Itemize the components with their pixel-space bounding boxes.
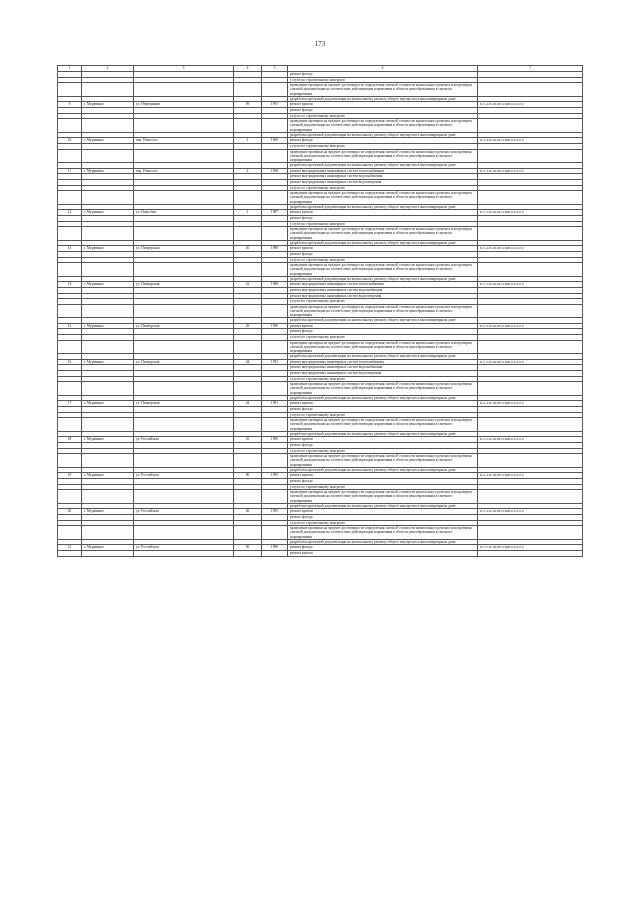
code-cell: П-5-4-П-Ш-ПП-СЖВ-0-0-0-0-0	[478, 138, 583, 144]
table-row	[58, 263, 583, 277]
work-type-cell: разработка проектной документации на капитальному ремонту общего имущества в многоквартирном доме	[288, 503, 478, 509]
work-type-cell: разработка проектной документации на капитальному ремонту общего имущества в многоквартирном доме	[288, 96, 478, 102]
row-number-cell: 9	[58, 102, 82, 108]
work-type-cell: разработка проектной документации на капитальному ремонту общего имущества в многоквартирном доме	[288, 467, 478, 473]
row-number-cell	[58, 418, 82, 432]
year-cell: 1991	[262, 359, 288, 365]
work-type-cell: разработка проектной документации на капитальному ремонту общего имущества в многоквартирном доме	[288, 163, 478, 169]
city-cell	[82, 550, 134, 556]
work-type-cell: услуги по строительному контролю	[288, 113, 478, 119]
street-cell: ул. Нефтяников	[134, 102, 234, 108]
house-number-cell	[234, 227, 262, 241]
table-row	[58, 526, 583, 540]
street-cell	[134, 227, 234, 241]
house-number-cell	[234, 191, 262, 205]
city-cell: г. Мураванко	[82, 323, 134, 329]
house-number-cell	[234, 490, 262, 504]
work-type-cell: ремонт кровли	[288, 401, 478, 407]
work-type-cell: ремонт кровли	[288, 473, 478, 479]
year-cell: 1990	[262, 437, 288, 443]
house-number-cell	[234, 550, 262, 556]
code-cell: П-5-5-П-Ш-ПП-СЖВ-0-0-0-0-0	[478, 282, 583, 288]
work-type-cell: ремонт внутридомовых инженерных систем водоотведения	[288, 293, 478, 299]
code-cell	[478, 263, 583, 277]
street-cell	[134, 304, 234, 318]
work-type-cell: услуги по строительному контролю	[288, 143, 478, 149]
code-cell: П-5-4-П-Ш-ПП-СЖВ-0-0-0-0-0	[478, 168, 583, 174]
work-type-cell: ремонт фасада	[288, 138, 478, 144]
house-number-cell	[234, 526, 262, 540]
house-number-cell	[234, 454, 262, 468]
code-cell: П-5-4-П-Ш-ПП-СЖВ-0-0-0-0-0	[478, 246, 583, 252]
code-cell	[478, 119, 583, 133]
code-cell	[478, 490, 583, 504]
row-number-cell	[58, 263, 82, 277]
year-cell	[262, 418, 288, 432]
row-number-cell	[58, 340, 82, 354]
work-type-cell: ремонт фасада	[288, 443, 478, 449]
work-type-cell: ремонт внутридомовых инженерных систем водоотведения	[288, 179, 478, 185]
work-type-cell: проведение проверки на предмет достоверности определения сметной стоимости капитального ремонта или проверки сметной документации на соответствие действующим нормативам в области ценообразования в сметного нормирования	[288, 340, 478, 354]
work-type-cell: ремонт кровли	[288, 210, 478, 216]
work-type-cell: ремонт внутридомовых инженерных систем водоотведения	[288, 371, 478, 377]
street-cell	[134, 550, 234, 556]
row-number-cell	[58, 454, 82, 468]
work-type-cell: проведение проверки на предмет достоверности определения сметной стоимости капитального ремонта или проверки сметной документации на соответствие действующим нормативам в области ценообразования в сметного нормирования	[288, 227, 478, 241]
city-cell	[82, 454, 134, 468]
row-number-cell: 16	[58, 359, 82, 365]
header-cell: 6	[288, 66, 478, 72]
code-cell	[478, 191, 583, 205]
street-cell	[134, 340, 234, 354]
table-row	[58, 83, 583, 97]
code-cell: П-5-5-П-Ш-ПП-СЖВ-0-0-0-0-0	[478, 359, 583, 365]
header-cell: 3	[134, 66, 234, 72]
work-type-cell: ремонт кровли	[288, 102, 478, 108]
table-row	[58, 418, 583, 432]
house-number-cell: 80	[234, 473, 262, 479]
house-number-cell: 99	[234, 102, 262, 108]
city-cell	[82, 418, 134, 432]
code-cell	[478, 550, 583, 556]
work-type-cell: разработка проектной документации на капитальному ремонту общего имущества в многоквартирном доме	[288, 204, 478, 210]
row-number-cell: 19	[58, 473, 82, 479]
code-cell	[478, 418, 583, 432]
table-row	[58, 227, 583, 241]
work-type-cell: проведение проверки на предмет достоверности определения сметной стоимости капитального ремонта или проверки сметной документации на соответствие действующим нормативам в области ценообразования в сметного нормирования	[288, 454, 478, 468]
work-type-cell: ремонт фасада	[288, 545, 478, 551]
work-type-cell: услуги по строительному контролю	[288, 376, 478, 382]
house-number-cell	[234, 304, 262, 318]
code-cell	[478, 83, 583, 97]
street-cell: ул. Пионерская	[134, 401, 234, 407]
code-cell	[478, 382, 583, 396]
work-type-cell: разработка проектной документации на капитальному ремонту общего имущества в многоквартирном доме	[288, 395, 478, 401]
year-cell	[262, 526, 288, 540]
work-type-cell: услуги по строительному контролю	[288, 257, 478, 263]
code-cell: П-5-6-П-Ш-ПП-СЖВ-0-0-0-0-0	[478, 323, 583, 329]
header-cell: 5	[262, 66, 288, 72]
house-number-cell: 4	[234, 168, 262, 174]
street-cell: ул. Российская	[134, 545, 234, 551]
street-cell: ул. Российская	[134, 473, 234, 479]
work-type-cell: разработка проектной документации на капитальному ремонту общего имущества в многоквартирном доме	[288, 240, 478, 246]
work-type-cell: ремонт внутридомовых инженерных систем теплоснабжения	[288, 359, 478, 365]
work-type-cell: ремонт фасада	[288, 407, 478, 413]
city-cell	[82, 340, 134, 354]
street-cell	[134, 418, 234, 432]
repair-schedule-table	[57, 65, 583, 557]
city-cell: г. Мураванко	[82, 509, 134, 515]
work-type-cell: услуги по строительному контролю	[288, 412, 478, 418]
work-type-cell: проведение проверки на предмет достоверности определения сметной стоимости капитального ремонта или проверки сметной документации на соответствие действующим нормативам в области ценообразования в сметного нормирования	[288, 119, 478, 133]
house-number-cell: 26	[234, 323, 262, 329]
work-type-cell: услуги по строительному контролю	[288, 221, 478, 227]
house-number-cell: 35	[234, 437, 262, 443]
city-cell: г. Мураванко	[82, 473, 134, 479]
row-number-cell: 12	[58, 210, 82, 216]
house-number-cell	[234, 382, 262, 396]
house-number-cell: 1	[234, 138, 262, 144]
house-number-cell	[234, 418, 262, 432]
city-cell: г. Мураванко	[82, 437, 134, 443]
row-number-cell	[58, 119, 82, 133]
work-type-cell: разработка проектной документации на капитальному ремонту общего имущества в многоквартирном доме	[288, 354, 478, 360]
table-row	[58, 490, 583, 504]
work-type-cell: ремонт внутридомовых инженерных систем водоснабжения	[288, 287, 478, 293]
table-row	[58, 119, 583, 133]
work-type-cell: услуги по строительному контролю	[288, 299, 478, 305]
street-cell: ул. Пионерская	[134, 282, 234, 288]
city-cell	[82, 304, 134, 318]
year-cell	[262, 191, 288, 205]
code-cell	[478, 454, 583, 468]
work-type-cell: ремонт фасада	[288, 215, 478, 221]
house-number-cell: 44	[234, 401, 262, 407]
year-cell	[262, 550, 288, 556]
street-cell	[134, 119, 234, 133]
row-number-cell: 10	[58, 138, 82, 144]
street-cell: ул. Пионерская	[134, 246, 234, 252]
code-cell	[478, 340, 583, 354]
street-cell	[134, 526, 234, 540]
work-type-cell: ремонт кровли	[288, 550, 478, 556]
year-cell: 1996	[262, 545, 288, 551]
table-row	[58, 149, 583, 163]
work-type-cell: услуги по строительному контролю	[288, 520, 478, 526]
code-cell: П-5-5-П-Ш-ПП-СЖВ-0-0-0-0-0	[478, 437, 583, 443]
page-number: 173	[314, 40, 326, 48]
work-type-cell: проведение проверки на предмет достоверности определения сметной стоимости капитального ремонта или проверки сметной документации на соответствие действующим нормативам в области ценообразования в сметного нормирования	[288, 191, 478, 205]
row-number-cell	[58, 526, 82, 540]
work-type-cell: ремонт внутридомовых инженерных систем водоснабжения	[288, 174, 478, 180]
year-cell: 1988	[262, 282, 288, 288]
street-cell	[134, 263, 234, 277]
city-cell: г. Мураванко	[82, 545, 134, 551]
street-cell: ул. Пионерская	[134, 323, 234, 329]
code-cell: П-5-4-П-Ш-ПП-СЖВ-0-0-0-0-0	[478, 102, 583, 108]
work-type-cell: ремонт кровли	[288, 323, 478, 329]
work-type-cell: проведение проверки на предмет достоверности определения сметной стоимости капитального ремонта или проверки сметной документации на соответствие действующим нормативам в области ценообразования в сметного нормирования	[288, 490, 478, 504]
row-number-cell: 20	[58, 509, 82, 515]
code-cell: П-5-4-П-Ш-ПП-СЖВ-0-0-0-0-0	[478, 401, 583, 407]
city-cell	[82, 191, 134, 205]
work-type-cell: проведение проверки на предмет достоверности определения сметной стоимости капитального ремонта или проверки сметной документации на соответствие действующим нормативам в области ценообразования в сметного нормирования	[288, 526, 478, 540]
work-type-cell: ремонт фасада	[288, 479, 478, 485]
street-cell: пер. Новосолт	[134, 138, 234, 144]
row-number-cell: 14	[58, 282, 82, 288]
work-type-cell: ремонт кровли	[288, 246, 478, 252]
code-cell	[478, 304, 583, 318]
work-type-cell: разработка проектной документации на капитальному ремонту общего имущества в многоквартирном доме	[288, 318, 478, 324]
code-cell	[478, 526, 583, 540]
work-type-cell: ремонт кровли	[288, 509, 478, 515]
year-cell: 1987	[262, 210, 288, 216]
street-cell	[134, 83, 234, 97]
work-type-cell: ремонт фасада	[288, 515, 478, 521]
row-number-cell: 18	[58, 437, 82, 443]
table-body	[58, 72, 583, 557]
year-cell: 1990	[262, 323, 288, 329]
code-cell: П-5-4-П-Ш-ПП-СЖВ-0-0-0-0-0	[478, 509, 583, 515]
table-row	[58, 382, 583, 396]
row-number-cell	[58, 382, 82, 396]
work-type-cell: ремонт внутридомовых инженерных систем водоснабжения	[288, 365, 478, 371]
code-cell: П-5-4-П-Ш-ПП-СЖВ-0-0-0-0-0	[478, 473, 583, 479]
table-row	[58, 550, 583, 556]
row-number-cell: 21	[58, 545, 82, 551]
street-cell	[134, 454, 234, 468]
work-type-cell: ремонт кровли	[288, 437, 478, 443]
year-cell: 1968	[262, 168, 288, 174]
city-cell: г. Мураванко	[82, 359, 134, 365]
row-number-cell: 15	[58, 323, 82, 329]
house-number-cell: 1	[234, 210, 262, 216]
work-type-cell: услуги по строительному контролю	[288, 185, 478, 191]
city-cell: г. Мураванко	[82, 282, 134, 288]
work-type-cell: услуги по строительному контролю	[288, 484, 478, 490]
work-type-cell: разработка проектной документации на капитальному ремонту общего имущества в многоквартирном доме	[288, 539, 478, 545]
year-cell	[262, 490, 288, 504]
year-cell	[262, 382, 288, 396]
city-cell: г. Мураванко	[82, 168, 134, 174]
work-type-cell: ремонт фасада	[288, 72, 478, 78]
year-cell	[262, 119, 288, 133]
year-cell	[262, 227, 288, 241]
house-number-cell	[234, 340, 262, 354]
row-number-cell	[58, 550, 82, 556]
table-row	[58, 191, 583, 205]
year-cell	[262, 304, 288, 318]
year-cell: 1995	[262, 473, 288, 479]
house-number-cell: 42	[234, 359, 262, 365]
row-number-cell	[58, 304, 82, 318]
row-number-cell	[58, 149, 82, 163]
work-type-cell: проведение проверки на предмет достоверности определения сметной стоимости капитального ремонта или проверки сметной документации на соответствие действующим нормативам в области ценообразования в сметного нормирования	[288, 83, 478, 97]
header-cell: 7	[478, 66, 583, 72]
street-cell: ул. Российская	[134, 437, 234, 443]
row-number-cell	[58, 227, 82, 241]
city-cell: г. Мураванко	[82, 401, 134, 407]
street-cell: ул. Новосбыт	[134, 210, 234, 216]
street-cell	[134, 490, 234, 504]
work-type-cell: проведение проверки на предмет достоверности определения сметной стоимости капитального ремонта или проверки сметной документации на соответствие действующим нормативам в области ценообразования в сметного нормирования	[288, 263, 478, 277]
city-cell	[82, 263, 134, 277]
work-type-cell: услуги по строительному контролю	[288, 77, 478, 83]
city-cell: г. Мураванко	[82, 210, 134, 216]
table-row	[58, 304, 583, 318]
work-type-cell: разработка проектной документации на капитальному ремонту общего имущества в многоквартирном доме	[288, 132, 478, 138]
city-cell	[82, 227, 134, 241]
city-cell: г. Мураванко	[82, 246, 134, 252]
work-type-cell: разработка проектной документации на капитальному ремонту общего имущества в многоквартирном доме	[288, 431, 478, 437]
street-cell	[134, 382, 234, 396]
city-cell	[82, 119, 134, 133]
year-cell	[262, 340, 288, 354]
year-cell	[262, 149, 288, 163]
year-cell: 1991	[262, 401, 288, 407]
header-cell: 4	[234, 66, 262, 72]
street-cell: ул. Пионерская	[134, 359, 234, 365]
house-number-cell: 50	[234, 545, 262, 551]
code-cell	[478, 227, 583, 241]
year-cell: 1991	[262, 102, 288, 108]
city-cell	[82, 490, 134, 504]
work-type-cell: услуги по строительному контролю	[288, 448, 478, 454]
house-number-cell: 22	[234, 282, 262, 288]
year-cell	[262, 83, 288, 97]
house-number-cell	[234, 83, 262, 97]
work-type-cell: ремонт фасада	[288, 251, 478, 257]
year-cell	[262, 454, 288, 468]
row-number-cell: 11	[58, 168, 82, 174]
code-cell	[478, 149, 583, 163]
work-type-cell: ремонт внутридомовых инженерных систем теплоснабжения	[288, 282, 478, 288]
row-number-cell	[58, 191, 82, 205]
year-cell	[262, 263, 288, 277]
work-type-cell: проведение проверки на предмет достоверности определения сметной стоимости капитального ремонта или проверки сметной документации на соответствие действующим нормативам в области ценообразования в сметного нормирования	[288, 418, 478, 432]
house-number-cell	[234, 263, 262, 277]
work-type-cell: ремонт внутридомовых инженерных систем теплоснабжения	[288, 168, 478, 174]
row-number-cell: 17	[58, 401, 82, 407]
code-cell: П-5-5-П-Ш-ПП-СЖВ-0-0-0-0-0	[478, 210, 583, 216]
street-cell: ул. Российская	[134, 509, 234, 515]
street-cell: пер. Новосолт	[134, 168, 234, 174]
year-cell: 1989	[262, 246, 288, 252]
street-cell	[134, 191, 234, 205]
row-number-cell	[58, 490, 82, 504]
house-number-cell	[234, 119, 262, 133]
city-cell: г. Мураванко	[82, 102, 134, 108]
street-cell	[134, 149, 234, 163]
work-type-cell: проведение проверки на предмет достоверности определения сметной стоимости капитального ремонта или проверки сметной документации на соответствие действующим нормативам в области ценообразования в сметного нормирования	[288, 149, 478, 163]
row-number-cell	[58, 83, 82, 97]
city-cell	[82, 526, 134, 540]
house-number-cell: 20	[234, 246, 262, 252]
work-type-cell: разработка проектной документации на капитальному ремонту общего имущества в многоквартирном доме	[288, 276, 478, 282]
year-cell: 1969	[262, 138, 288, 144]
work-type-cell: ремонт фасада	[288, 329, 478, 335]
code-cell: П-5-5-П-Ш-ПП-СЖВ-0-0-0-0-0	[478, 545, 583, 551]
work-type-cell: проведение проверки на предмет достоверности определения сметной стоимости капитального ремонта или проверки сметной документации на соответствие действующим нормативам в области ценообразования в сметного нормирования	[288, 304, 478, 318]
city-cell: г. Мураванко	[82, 138, 134, 144]
header-cell: 2	[82, 66, 134, 72]
house-number-cell: 46	[234, 509, 262, 515]
table-row	[58, 340, 583, 354]
city-cell	[82, 149, 134, 163]
house-number-cell	[234, 149, 262, 163]
work-type-cell: проведение проверки на предмет достоверности определения сметной стоимости капитального ремонта или проверки сметной документации на соответствие действующим нормативам в области ценообразования в сметного нормирования	[288, 382, 478, 396]
year-cell: 1995	[262, 509, 288, 515]
city-cell	[82, 382, 134, 396]
city-cell	[82, 83, 134, 97]
header-cell: 1	[58, 66, 82, 72]
work-type-cell: ремонт фасада	[288, 107, 478, 113]
table-row	[58, 454, 583, 468]
work-type-cell: услуги по строительному контролю	[288, 335, 478, 341]
row-number-cell: 13	[58, 246, 82, 252]
